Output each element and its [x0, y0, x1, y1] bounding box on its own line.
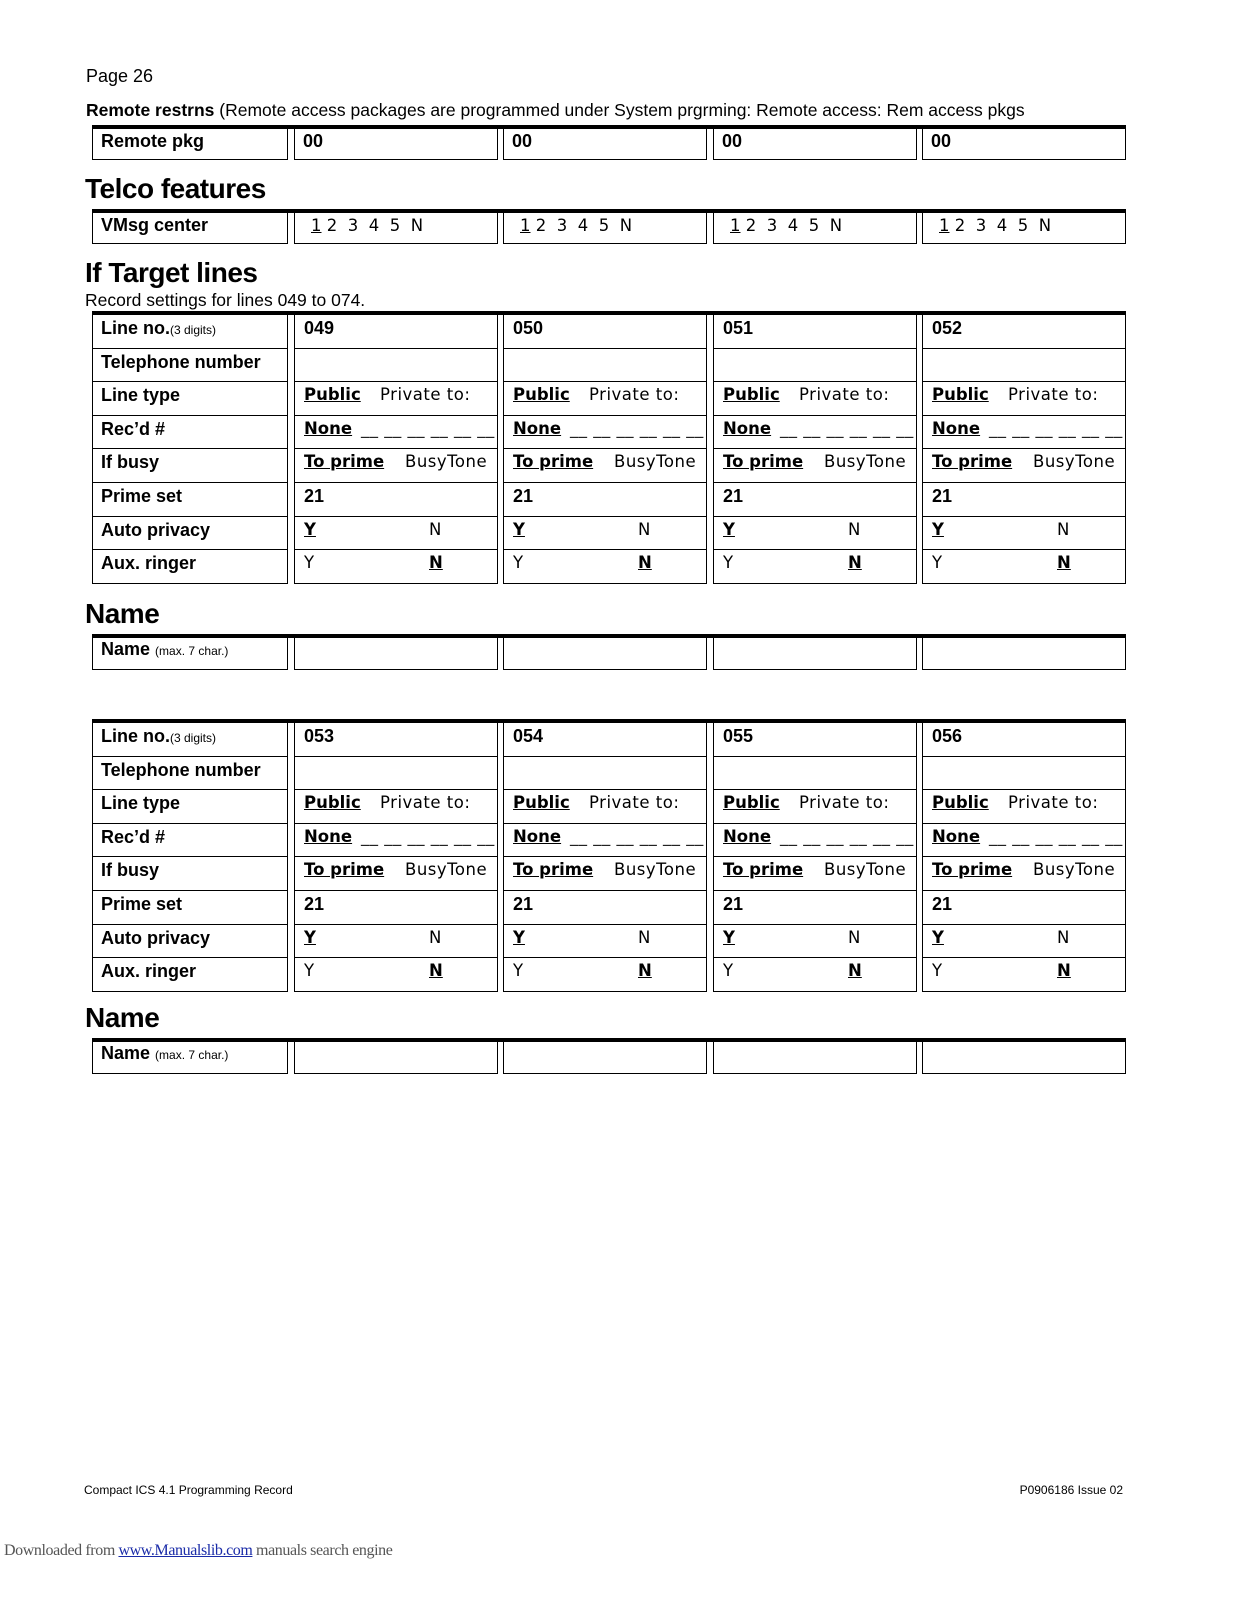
if-busy-field[interactable] — [503, 857, 707, 891]
name-row — [92, 638, 1126, 670]
public-option[interactable]: Public — [304, 385, 361, 405]
vmsg-center-options[interactable] — [714, 216, 842, 235]
to-prime-option[interactable]: To prime — [723, 860, 804, 880]
received-digits-blank[interactable]: __ __ __ __ __ __ — [570, 418, 704, 438]
public-option[interactable]: Public — [932, 793, 989, 813]
private-to-option[interactable]: Private to: — [589, 385, 680, 405]
no-option[interactable]: N — [429, 519, 442, 539]
auto-privacy-field[interactable] — [503, 925, 707, 959]
line-number-field[interactable] — [713, 723, 917, 757]
received-number-field[interactable] — [922, 416, 1126, 450]
telephone-number-field[interactable] — [922, 349, 1126, 383]
vmsg-other: 2 3 4 5 N — [740, 216, 843, 235]
manualslib-link[interactable]: www.Manualslib.com — [118, 1542, 253, 1559]
received-digits-blank[interactable]: __ __ __ __ __ __ — [780, 418, 914, 438]
yes-option[interactable]: Y — [513, 553, 524, 573]
prime-set-value[interactable]: 21 — [723, 486, 744, 506]
yes-option[interactable]: Y — [723, 927, 735, 947]
prime-set-value[interactable]: 21 — [513, 894, 534, 914]
name-field[interactable] — [503, 1042, 707, 1074]
auto-privacy-field[interactable] — [922, 925, 1126, 959]
to-prime-option[interactable]: To prime — [513, 860, 594, 880]
public-option[interactable]: Public — [723, 793, 780, 813]
yes-option[interactable]: Y — [304, 927, 316, 947]
name-hint: (max. 7 char.) — [155, 1048, 229, 1062]
vmsg-other: 2 3 4 5 N — [949, 216, 1052, 235]
received-number-field[interactable] — [503, 824, 707, 858]
aux-ringer-field[interactable] — [713, 958, 917, 992]
remote-pkg-label: Remote pkg — [101, 131, 205, 151]
no-option[interactable]: N — [848, 961, 862, 981]
private-to-option[interactable]: Private to: — [1008, 793, 1099, 813]
busytone-option[interactable]: BusyTone — [405, 860, 488, 880]
prime-set-value[interactable]: 21 — [932, 894, 953, 914]
telco-features-heading: Telco features — [85, 173, 266, 204]
page-number: Page 26 — [86, 66, 154, 86]
private-to-option[interactable]: Private to: — [799, 793, 890, 813]
aux-ringer-field[interactable] — [503, 958, 707, 992]
no-option[interactable]: N — [848, 519, 861, 539]
if-busy-row — [92, 857, 1126, 891]
if-busy-field[interactable] — [922, 449, 1126, 483]
received-digits-blank[interactable]: __ __ __ __ __ __ — [989, 418, 1123, 438]
telephone-number-field[interactable] — [713, 349, 917, 383]
yes-option[interactable]: Y — [304, 961, 315, 981]
download-suffix: manuals search engine — [252, 1542, 393, 1559]
line-type-label: Line type — [101, 385, 181, 406]
remote-pkg-field[interactable]: 00 — [512, 131, 533, 151]
name-field[interactable] — [713, 638, 917, 670]
telephone-number-field[interactable] — [713, 757, 917, 791]
vmsg-other: 2 3 4 5 N — [321, 216, 424, 235]
line-number-field[interactable] — [503, 315, 707, 349]
yes-option[interactable]: Y — [723, 961, 734, 981]
line-number-row — [92, 723, 1126, 757]
no-option[interactable]: N — [1057, 961, 1071, 981]
none-option[interactable]: None — [304, 418, 353, 438]
aux-ringer-row — [92, 958, 1126, 992]
vmsg-center-options[interactable] — [923, 216, 1051, 235]
line-type-field[interactable] — [713, 790, 917, 824]
auto-privacy-field[interactable] — [294, 517, 498, 551]
line-number-value: 051 — [723, 318, 754, 338]
received-number-row — [92, 416, 1126, 450]
prime-set-value[interactable]: 21 — [513, 486, 534, 506]
yes-option[interactable]: Y — [304, 553, 315, 573]
public-option[interactable]: Public — [723, 385, 780, 405]
received-number-field[interactable] — [294, 416, 498, 450]
name-field[interactable] — [503, 638, 707, 670]
remote-pkg-field[interactable]: 00 — [931, 131, 952, 151]
no-option[interactable]: N — [848, 927, 861, 947]
public-option[interactable]: Public — [932, 385, 989, 405]
prime-set-row — [92, 891, 1126, 925]
prime-set-field[interactable] — [294, 891, 498, 925]
remote-pkg-field[interactable]: 00 — [303, 131, 324, 151]
prime-set-field[interactable] — [922, 891, 1126, 925]
name-label: Name — [101, 1043, 151, 1063]
line-type-row — [92, 790, 1126, 824]
aux-ringer-label: Aux. ringer — [101, 553, 197, 574]
busytone-option[interactable]: BusyTone — [824, 452, 907, 472]
no-option[interactable]: N — [1057, 519, 1070, 539]
if-busy-field[interactable] — [294, 857, 498, 891]
if-busy-field[interactable] — [713, 857, 917, 891]
auto-privacy-row — [92, 517, 1126, 551]
none-option[interactable]: None — [932, 826, 981, 846]
if-busy-field[interactable] — [294, 449, 498, 483]
name-hint: (max. 7 char.) — [155, 644, 229, 658]
busytone-option[interactable]: BusyTone — [614, 452, 697, 472]
telephone-number-row — [92, 349, 1126, 383]
public-option[interactable]: Public — [513, 385, 570, 405]
line-type-field[interactable] — [922, 382, 1126, 416]
no-option[interactable]: N — [429, 961, 443, 981]
line-number-value: 053 — [304, 726, 335, 746]
prime-set-value[interactable]: 21 — [304, 894, 325, 914]
line-number-field[interactable] — [294, 723, 498, 757]
busytone-option[interactable]: BusyTone — [824, 860, 907, 880]
private-to-option[interactable]: Private to: — [589, 793, 680, 813]
no-option[interactable]: N — [638, 927, 651, 947]
prime-set-field[interactable] — [294, 483, 498, 517]
yes-option[interactable]: Y — [932, 961, 943, 981]
vmsg-selected: 1 — [939, 216, 950, 235]
line-type-label: Line type — [101, 793, 181, 814]
public-option[interactable]: Public — [513, 793, 570, 813]
to-prime-option[interactable]: To prime — [304, 860, 385, 880]
prime-set-value[interactable]: 21 — [304, 486, 325, 506]
telephone-number-field[interactable] — [503, 349, 707, 383]
none-option[interactable]: None — [932, 418, 981, 438]
yes-option[interactable]: Y — [932, 553, 943, 573]
name-field[interactable] — [294, 1042, 498, 1074]
name-heading-2: Name — [85, 1002, 160, 1033]
line-number-label: Line no. — [101, 726, 170, 746]
name-field[interactable] — [922, 638, 1126, 670]
yes-option[interactable]: Y — [723, 519, 735, 539]
vmsg-center-label: VMsg center — [101, 215, 209, 235]
no-option[interactable]: N — [429, 927, 442, 947]
footer-document-title: Compact ICS 4.1 Programming Record — [84, 1483, 293, 1497]
received-number-field[interactable] — [713, 416, 917, 450]
received-number-field[interactable] — [922, 824, 1126, 858]
no-option[interactable]: N — [848, 553, 862, 573]
name-field[interactable] — [713, 1042, 917, 1074]
telephone-number-field[interactable] — [922, 757, 1126, 791]
line-number-field[interactable] — [503, 723, 707, 757]
name-field[interactable] — [294, 638, 498, 670]
prime-set-value[interactable]: 21 — [723, 894, 744, 914]
line-number-field[interactable] — [922, 723, 1126, 757]
busytone-option[interactable]: BusyTone — [1033, 452, 1116, 472]
received-digits-blank[interactable]: __ __ __ __ __ __ — [361, 826, 495, 846]
to-prime-option[interactable]: To prime — [513, 452, 594, 472]
line-number-label: Line no. — [101, 318, 170, 338]
if-busy-field[interactable] — [713, 449, 917, 483]
auto-privacy-field[interactable] — [713, 517, 917, 551]
name-row — [92, 1042, 1126, 1074]
remote-restrictions-text: (Remote access packages are programmed under System prgrming: Remote access: Rem access pkgs — [214, 100, 1025, 120]
vmsg-selected: 1 — [311, 216, 322, 235]
name-heading-1: Name — [85, 598, 160, 629]
yes-option[interactable]: Y — [513, 519, 525, 539]
if-busy-label: If busy — [101, 452, 160, 473]
telephone-number-label: Telephone number — [101, 759, 261, 780]
footer-document-number: P0906186 Issue 02 — [1019, 1483, 1123, 1497]
private-to-option[interactable]: Private to: — [380, 793, 471, 813]
prime-set-field[interactable] — [713, 891, 917, 925]
no-option[interactable]: N — [638, 553, 652, 573]
received-number-label: Rec’d # — [101, 418, 166, 439]
line-type-field[interactable] — [294, 382, 498, 416]
prime-set-field[interactable] — [503, 483, 707, 517]
to-prime-option[interactable]: To prime — [304, 452, 385, 472]
no-option[interactable]: N — [638, 961, 652, 981]
aux-ringer-field[interactable] — [503, 550, 707, 584]
no-option[interactable]: N — [1057, 927, 1070, 947]
busytone-option[interactable]: BusyTone — [1033, 860, 1116, 880]
yes-option[interactable]: Y — [932, 927, 944, 947]
line-type-field[interactable] — [713, 382, 917, 416]
received-number-row — [92, 824, 1126, 858]
none-option[interactable]: None — [723, 418, 772, 438]
no-option[interactable]: N — [429, 553, 443, 573]
no-option[interactable]: N — [638, 519, 651, 539]
line-number-field[interactable] — [922, 315, 1126, 349]
remote-restrictions-title: Remote restrns — [86, 100, 215, 120]
auto-privacy-field[interactable] — [922, 517, 1126, 551]
if-busy-field[interactable] — [922, 857, 1126, 891]
if-busy-label: If busy — [101, 860, 160, 881]
if-busy-row — [92, 449, 1126, 483]
to-prime-option[interactable]: To prime — [723, 452, 804, 472]
prime-set-value[interactable]: 21 — [932, 486, 953, 506]
line-number-value: 055 — [723, 726, 754, 746]
busytone-option[interactable]: BusyTone — [405, 452, 488, 472]
line-number-value: 052 — [932, 318, 963, 338]
none-option[interactable]: None — [304, 826, 353, 846]
auto-privacy-field[interactable] — [294, 925, 498, 959]
telephone-number-field[interactable] — [294, 757, 498, 791]
prime-set-field[interactable] — [922, 483, 1126, 517]
vmsg-center-options[interactable] — [295, 216, 423, 235]
aux-ringer-label: Aux. ringer — [101, 961, 197, 982]
no-option[interactable]: N — [1057, 553, 1071, 573]
download-notice — [4, 1542, 392, 1560]
received-digits-blank[interactable]: __ __ __ __ __ __ — [780, 826, 914, 846]
remote-pkg-field[interactable]: 00 — [722, 131, 743, 151]
if-busy-field[interactable] — [503, 449, 707, 483]
line-number-value: 056 — [932, 726, 963, 746]
target-lines-subtitle: Record settings for lines 049 to 074. — [85, 290, 366, 310]
none-option[interactable]: None — [513, 418, 562, 438]
aux-ringer-row — [92, 550, 1126, 584]
line-number-hint: (3 digits) — [170, 323, 217, 337]
prime-set-label: Prime set — [101, 486, 183, 506]
yes-option[interactable]: Y — [513, 961, 524, 981]
vmsg-selected: 1 — [520, 216, 531, 235]
line-type-field[interactable] — [922, 790, 1126, 824]
public-option[interactable]: Public — [304, 793, 361, 813]
line-number-field[interactable] — [713, 315, 917, 349]
name-label: Name — [101, 639, 151, 659]
line-type-field[interactable] — [294, 790, 498, 824]
auto-privacy-label: Auto privacy — [101, 519, 211, 540]
received-number-field[interactable] — [713, 824, 917, 858]
yes-option[interactable]: Y — [723, 553, 734, 573]
telephone-number-field[interactable] — [503, 757, 707, 791]
line-number-hint: (3 digits) — [170, 731, 217, 745]
received-number-field[interactable] — [503, 416, 707, 450]
download-prefix: Downloaded from — [4, 1542, 119, 1559]
auto-privacy-label: Auto privacy — [101, 927, 211, 948]
line-number-value: 054 — [513, 726, 544, 746]
private-to-option[interactable]: Private to: — [799, 385, 890, 405]
telephone-number-label: Telephone number — [101, 351, 261, 372]
line-type-field[interactable] — [503, 790, 707, 824]
line-number-value: 050 — [513, 318, 544, 338]
yes-option[interactable]: Y — [513, 927, 525, 947]
auto-privacy-field[interactable] — [713, 925, 917, 959]
line-number-field[interactable] — [294, 315, 498, 349]
yes-option[interactable]: Y — [304, 519, 316, 539]
line-number-row — [92, 315, 1126, 349]
vmsg-selected: 1 — [730, 216, 741, 235]
vmsg-other: 2 3 4 5 N — [530, 216, 633, 235]
received-number-label: Rec’d # — [101, 826, 166, 847]
line-type-row — [92, 382, 1126, 416]
received-digits-blank[interactable]: __ __ __ __ __ __ — [570, 826, 704, 846]
line-type-field[interactable] — [503, 382, 707, 416]
prime-set-label: Prime set — [101, 894, 183, 914]
received-digits-blank[interactable]: __ __ __ __ __ __ — [361, 418, 495, 438]
aux-ringer-field[interactable] — [922, 958, 1126, 992]
telephone-number-field[interactable] — [294, 349, 498, 383]
prime-set-field[interactable] — [503, 891, 707, 925]
to-prime-option[interactable]: To prime — [932, 452, 1013, 472]
vmsg-center-options[interactable] — [504, 216, 632, 235]
aux-ringer-field[interactable] — [294, 550, 498, 584]
none-option[interactable]: None — [723, 826, 772, 846]
private-to-option[interactable]: Private to: — [380, 385, 471, 405]
none-option[interactable]: None — [513, 826, 562, 846]
to-prime-option[interactable]: To prime — [932, 860, 1013, 880]
received-digits-blank[interactable]: __ __ __ __ __ __ — [989, 826, 1123, 846]
remote-restrictions-note — [86, 100, 1025, 121]
aux-ringer-field[interactable] — [713, 550, 917, 584]
prime-set-field[interactable] — [713, 483, 917, 517]
received-number-field[interactable] — [294, 824, 498, 858]
aux-ringer-field[interactable] — [294, 958, 498, 992]
aux-ringer-field[interactable] — [922, 550, 1126, 584]
private-to-option[interactable]: Private to: — [1008, 385, 1099, 405]
line-number-value: 049 — [304, 318, 335, 338]
yes-option[interactable]: Y — [932, 519, 944, 539]
busytone-option[interactable]: BusyTone — [614, 860, 697, 880]
telephone-number-row — [92, 757, 1126, 791]
target-lines-heading: If Target lines — [85, 257, 258, 288]
auto-privacy-row — [92, 925, 1126, 959]
prime-set-row — [92, 483, 1126, 517]
auto-privacy-field[interactable] — [503, 517, 707, 551]
name-field[interactable] — [922, 1042, 1126, 1074]
